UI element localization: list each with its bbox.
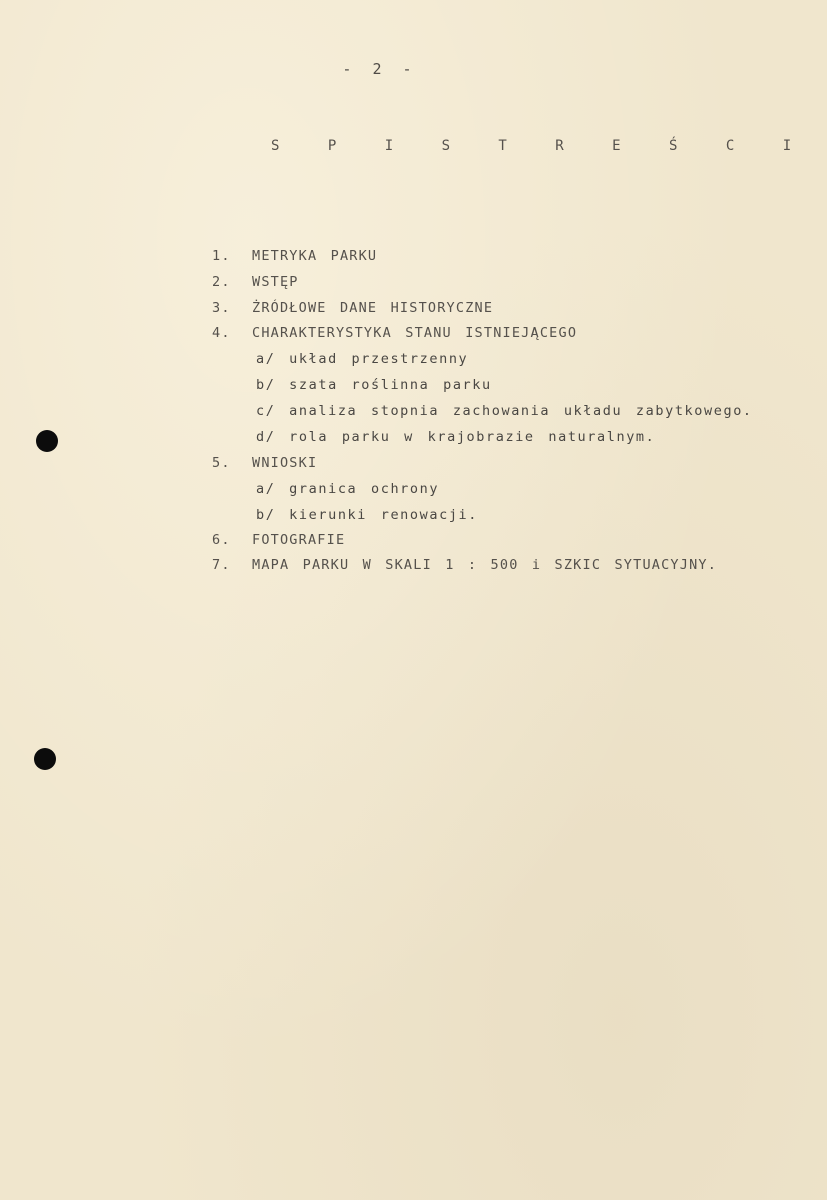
toc-subitem-text: a/ granica ochrony: [256, 481, 440, 497]
punch-hole-bottom: [34, 748, 56, 770]
toc-subitem-text: c/ analiza stopnia zachowania układu zabytkowego.: [256, 403, 753, 419]
toc-item-number: 5.: [212, 455, 231, 471]
toc-title: S P I S T R E Ś C I: [271, 138, 801, 154]
page-number: - 2 -: [342, 60, 418, 78]
toc-subitem-text: a/ układ przestrzenny: [256, 351, 469, 367]
toc-item-title: WSTĘP: [252, 274, 299, 290]
toc-item-title: FOTOGRAFIE: [252, 532, 346, 548]
toc-subitem-text: d/ rola parku w krajobrazie naturalnym.: [256, 429, 656, 445]
punch-hole-top: [36, 430, 58, 452]
toc-subitem-text: b/ kierunki renowacji.: [256, 507, 479, 523]
toc-item-title: WNIOSKI: [252, 455, 318, 471]
toc-item-number: 4.: [212, 325, 231, 341]
toc-item-number: 6.: [212, 532, 231, 548]
toc-item-number: 3.: [212, 300, 231, 316]
toc-item-title: MAPA PARKU W SKALI 1 : 500 i SZKIC SYTUACYJNY.: [252, 557, 718, 573]
toc-item-number: 1.: [212, 248, 231, 264]
toc-subitem-text: b/ szata roślinna parku: [256, 377, 492, 393]
toc-item-number: 2.: [212, 274, 231, 290]
toc-item-number: 7.: [212, 557, 231, 573]
toc-item-title: ŻRÓDŁOWE DANE HISTORYCZNE: [252, 300, 494, 316]
toc-item-title: CHARAKTERYSTYKA STANU ISTNIEJĄCEGO: [252, 325, 578, 341]
toc-item-title: METRYKA PARKU: [252, 248, 378, 264]
